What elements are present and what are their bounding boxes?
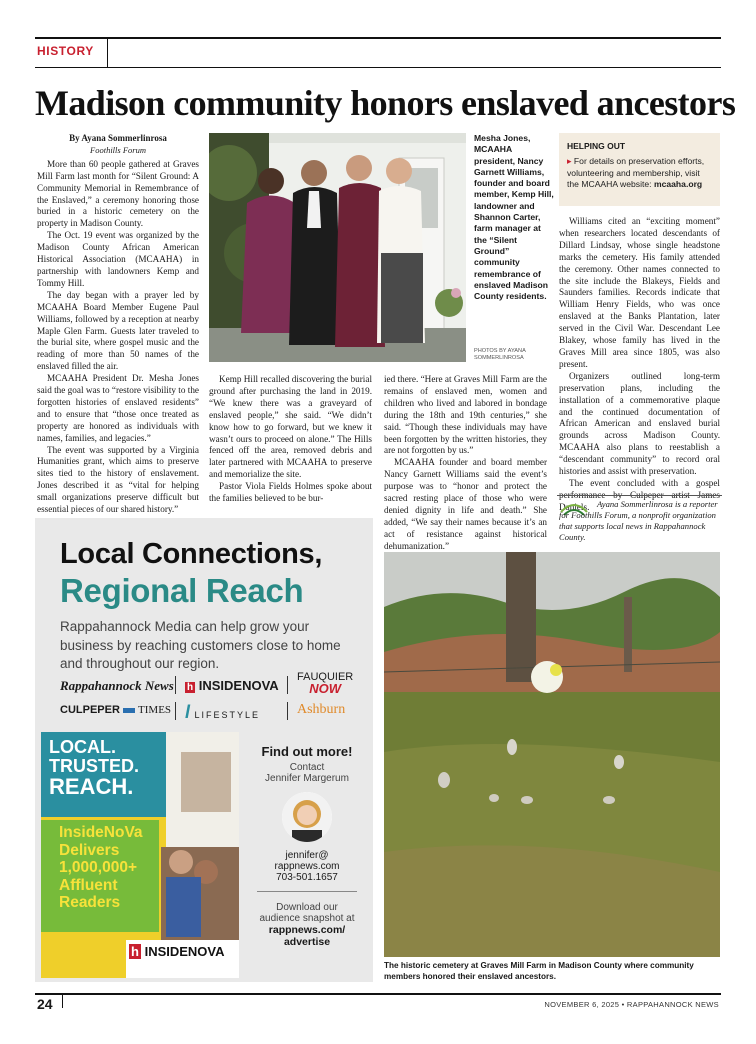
byline: By Ayana Sommerlinrosa <box>69 133 167 143</box>
logo-divider <box>287 702 288 720</box>
headline: Madison community honors enslaved ancestors <box>35 83 736 123</box>
paragraph: The Oct. 19 event was organized by the Madison County African American Historical Association (MCAAHA) in partnership with landowners Kemp and Tommy Hill. <box>37 230 199 288</box>
paragraph: MCAAHA founder and board member Nancy Garnett Williams said the event’s purpose was to “honor and protect the sacred resting place of those who were denied dignity in life and death.” She added, “We say their names because it’s an act of resistance against historical dehumanization.” <box>384 457 547 551</box>
footer-divider <box>62 994 63 1008</box>
insidenova-h-icon: h <box>187 682 194 693</box>
photo-credit <box>474 348 554 362</box>
paragraph: Organizers outlined long-term preservation plans, including the installation of a commemorative plaque and the continued documentation of African American and enslaved burial grounds across Madison County. MCAAHA also plans to reestablish a “descendant community” to record oral histories and assist with preservation. <box>559 370 720 477</box>
paragraph: Williams cited an “exciting moment” when researchers located descendants of Dillard Lindsay, whose single headstone marks the cemetery. His family attended the ceremony. Other names connected to the site include the Blakeys, Fields and Saunders families. Records indicate that William Henry Fields, who was once enslaved at the Banks Plantation, later served in the Civil War. Descendant Lee Blakey, whose family has lived in the Graves Mill area since 1805, was also present. <box>559 216 720 369</box>
lifestyle-text: LIFESTYLE <box>194 710 261 720</box>
promo-line: 1,000,000+ <box>59 859 138 876</box>
culpeper-times-logo <box>60 704 171 716</box>
logo-divider <box>175 676 176 694</box>
helping-out-title: HELPING OUT <box>567 141 626 151</box>
logo-divider <box>287 676 288 694</box>
download-url[interactable]: advertise <box>283 936 331 948</box>
section-label[interactable]: HISTORY <box>37 44 94 58</box>
now-text: NOW <box>309 681 341 696</box>
contact-avatar <box>282 792 332 842</box>
photo-credit-line: SOMMERLINROSA <box>474 355 524 361</box>
promo-line: LOCAL. <box>49 737 116 757</box>
contact-divider <box>257 891 357 892</box>
promo-line: InsideNoVa <box>59 824 143 841</box>
mcaaha-link[interactable]: mcaaha.org <box>653 179 703 189</box>
page-number: 24 <box>37 996 53 1012</box>
triangle-icon: ▸ <box>567 156 572 166</box>
paragraph: Kemp Hill recalled discovering the burial ground after purchasing the land in 2019. “We knew there was a graveyard of enslaved people,” she said. “We didn’t know how to go forward, but we knew it wasn’t ours to proceed on alone.” The Hills fenced off the area, removed debris and later partnered with MCAAHA to preserve and memorialize the site. <box>209 374 372 480</box>
helping-out-body: For details on preservation efforts, volunteering and membership, visit the MCAAHA website: <box>567 156 705 189</box>
cemetery-photo <box>384 552 720 957</box>
promo-insidenova-logo <box>129 944 225 959</box>
promo-green-text <box>59 824 143 912</box>
byline-source: Foothills Forum <box>90 144 146 155</box>
bio-rule <box>557 495 722 496</box>
article-column-1 <box>37 133 199 516</box>
contact-name: Jennifer Margerum <box>265 773 349 784</box>
promo-line: REACH. <box>49 774 134 799</box>
contact-email-2[interactable]: rappnews.com <box>274 861 340 872</box>
promo-line: Delivers <box>59 841 120 859</box>
paragraph: The event was supported by a Virginia Humanities grant, which aims to preserve sites tied to the history of enslavement. Jones described it as “vital for helping small organizations preserve difficult but essential pieces of our shared history.” <box>37 444 199 515</box>
paragraph: More than 60 people gathered at Graves Mill Farm last month for “Silent Ground: A Community Memorial in Remembrance of the Enslaved,” a ceremony honoring those buried in a historic cemetery on the property in Madison County. <box>37 158 199 229</box>
author-bio: Ayana Sommerlinrosa is a reporter for Foothills Forum, a nonprofit organization that supports local news in Rappahannock County. <box>559 499 718 542</box>
lifestyle-l-icon: l <box>185 702 191 722</box>
fauquier-text: FAUQUIER <box>297 671 354 683</box>
header-top-rule <box>35 37 721 39</box>
paragraph: The day began with a prayer led by MCAAHA Board Member Eugene Paul Williams, followed by a reception at nearby Maple Glen Farm. Guests later traveled to the burial site, where gospel music and the reading of more than 50 names of the enslaved filled the air. <box>37 289 199 372</box>
paragraph: MCAAHA President Dr. Mesha Jones said the goal was to “restore visibility to the forgotten histories of enslaved residents” and to ensure that “those once treated as property are honored as individuals with names, families, and legacies.” <box>37 373 199 443</box>
ad-body: Rappahannock Media can help grow your business by reaching customers close to home and throughout our region. <box>60 619 341 671</box>
cemetery-caption: The historic cemetery at Graves Mill Farm in Madison County where community members honored their enslaved ancestors. <box>384 961 694 981</box>
footer-date-publication: NOVEMBER 6, 2025 • RAPPAHANNOCK NEWS <box>544 1000 719 1009</box>
group-photo <box>209 133 466 362</box>
lifestyle-logo <box>185 702 260 723</box>
advertisement[interactable] <box>35 518 373 982</box>
insidenova-text: INSIDENOVA <box>144 944 225 959</box>
promo-line: TRUSTED. <box>49 756 139 776</box>
article-column-3 <box>384 374 547 553</box>
promo-line: Readers <box>59 894 121 911</box>
download-text: Download our <box>276 902 338 913</box>
fauquier-now-logo <box>297 672 353 694</box>
logo-divider <box>175 702 176 720</box>
ad-headline-2: Regional Reach <box>60 572 304 609</box>
paragraph: Pastor Viola Fields Holmes spoke about the families believed to be bur- <box>209 481 372 504</box>
insidenova-text: INSIDENOVA <box>198 678 279 693</box>
download-url[interactable]: rappnews.com/ <box>268 924 346 936</box>
promo-tagline <box>49 738 139 798</box>
promo-line: Affluent <box>59 876 118 894</box>
find-out-more: Find out more! <box>261 744 353 759</box>
paragraph: ied there. “Here at Graves Mill Farm are the remains of enslaved men, women and children who lived and labored in bondage during the 18th and 19th centuries,” she said. “Though these individuals may have been forgotten by the written histories, they are not forgotten by us.” <box>384 374 547 456</box>
contact-block <box>245 744 369 948</box>
photo-caption: Mesha Jones, MCAAHA president, Nancy Garnett Williams, founder and board member, Kemp Hill, landowner and Shannon Carter, farm manager at the “Silent Ground” community remembrance of enslaved Madison County residents. <box>474 133 554 302</box>
header-bottom-rule <box>35 67 721 68</box>
insidenova-h-icon: h <box>131 944 139 959</box>
contact-phone[interactable]: 703-501.1657 <box>276 872 338 883</box>
footer-rule <box>35 993 721 995</box>
article-column-4 <box>559 216 720 514</box>
photo-credit-line: PHOTOS BY AYANA <box>474 348 526 354</box>
promo-graphic <box>41 732 239 978</box>
article-column-2 <box>209 374 372 505</box>
rappahannock-news-logo: Rappahannock News <box>60 678 174 693</box>
download-text: audience snapshot at <box>259 913 355 924</box>
times-text: TIMES <box>138 704 172 716</box>
ad-headline-1: Local Connections, <box>60 538 323 570</box>
insidenova-logo <box>185 678 279 693</box>
contact-label: Contact <box>289 762 325 773</box>
section-divider <box>107 38 108 67</box>
ashburn-logo: Ashburn <box>297 702 346 717</box>
helping-out-box <box>559 133 720 206</box>
contact-email-1[interactable]: jennifer@ <box>285 850 329 861</box>
paragraph: The event concluded with a gospel performance by Culpeper artist James Daniels. <box>559 477 720 512</box>
culpeper-bar-icon <box>123 708 135 713</box>
culpeper-text: CULPEPER <box>60 704 120 716</box>
